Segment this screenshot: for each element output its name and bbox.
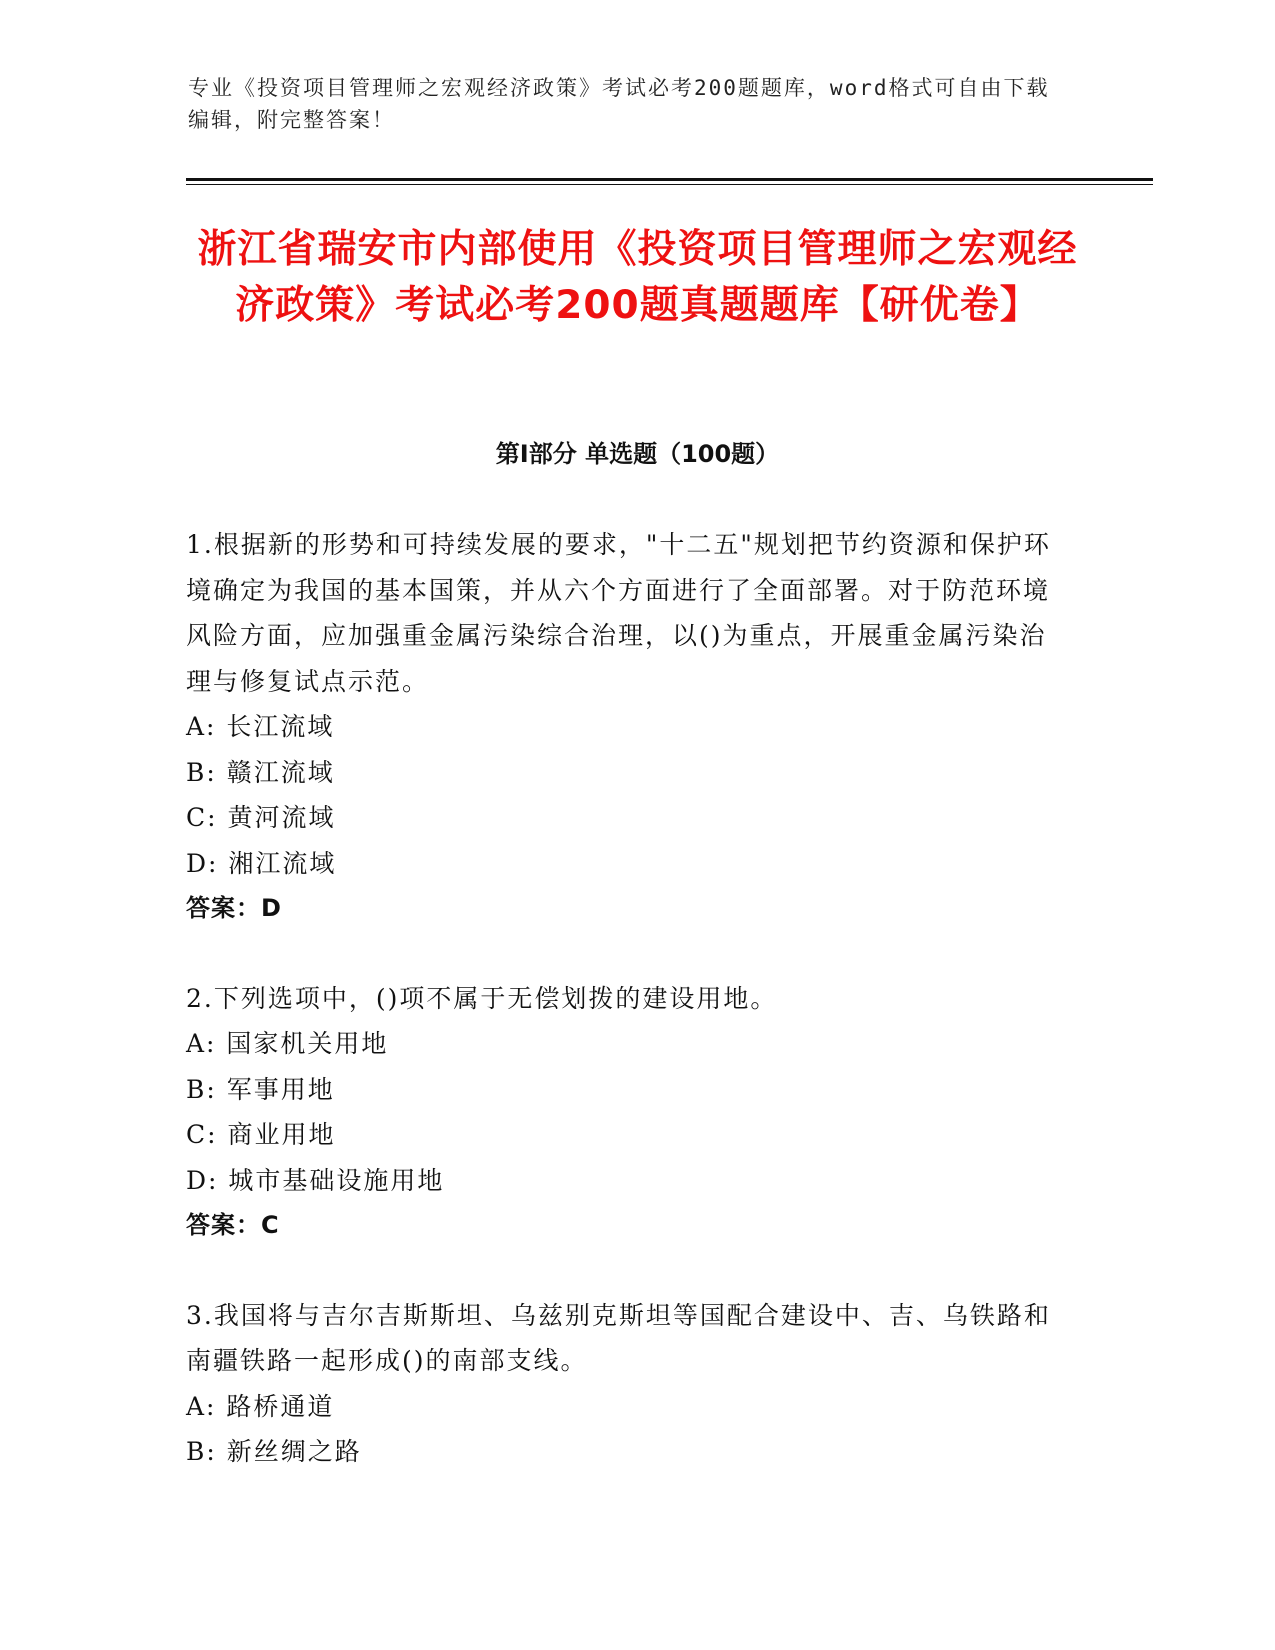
question-1 [186,522,1066,932]
option-d: D: 城市基础设施用地 [186,1165,445,1195]
option-c: C: 商业用地 [186,1120,336,1149]
answer: 答案：C [186,1211,280,1239]
question-stem: 2.下列选项中，()项不属于无偿划拨的建设用地。 [186,983,778,1013]
option-a: A: 路桥通道 [186,1391,335,1421]
document-title: 浙江省瑞安市内部使用《投资项目管理师之宏观经济政策》考试必考200题真题题库【研优卷】 [197,227,1078,328]
question-3 [186,1293,1066,1475]
question-list [186,522,1066,1519]
header-divider-thick [186,178,1153,181]
question-2 [186,976,1066,1249]
option-a: A: 长江流域 [186,712,335,741]
option-c: C: 黄河流域 [186,803,336,832]
option-d: D: 湘江流域 [186,848,337,878]
section-heading: 第I部分 单选题（100题） [495,440,780,468]
question-stem: 1.根据新的形势和可持续发展的要求，"十二五"规划把节约资源和保护环境确定为我国的基本国策，并从六个方面进行了全面部署。对于防范环境风险方面，应加强重金属污染综合治理，以()为重点，开展重金属污染治理与修复试点示范。 [186,530,1051,696]
option-b: B: 军事用地 [186,1074,335,1104]
question-stem: 3.我国将与吉尔吉斯斯坦、乌兹别克斯坦等国配合建设中、吉、乌铁路和南疆铁路一起形成()的南部支线。 [186,1300,1051,1375]
option-b: B: 赣江流域 [186,757,335,787]
option-b: B: 新丝绸之路 [186,1437,362,1466]
header-divider-thin [186,184,1153,185]
option-a: A: 国家机关用地 [186,1029,389,1058]
header-note: 专业《投资项目管理师之宏观经济政策》考试必考200题题库，word格式可自由下载编辑，附完整答案！ [188,76,1050,132]
answer: 答案：D [186,894,282,922]
